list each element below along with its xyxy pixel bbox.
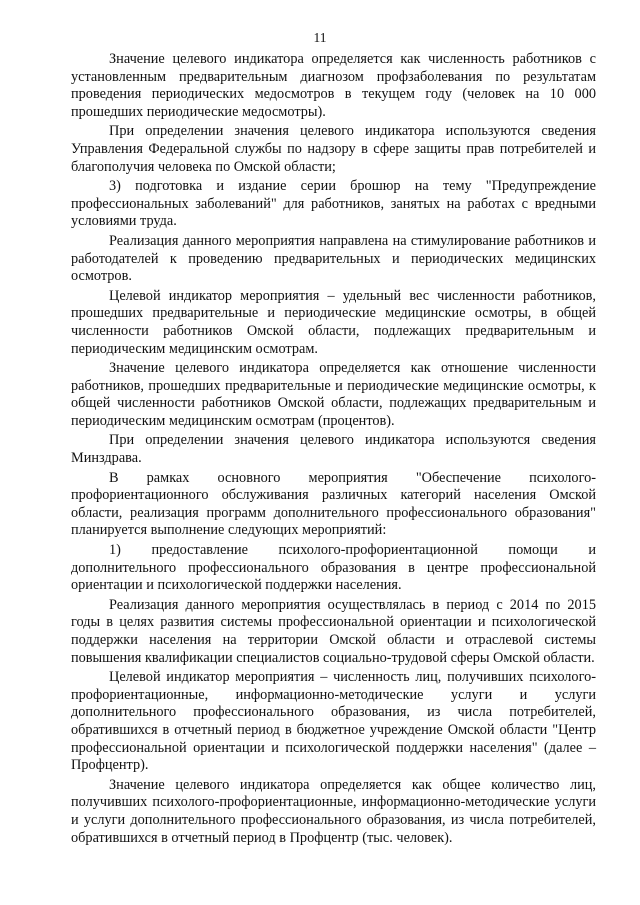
paragraph: Реализация данного мероприятия осуществлялась в период с 2014 по 2015 годы в целях развития системы профессиональной ориентации и психологической поддержки населения на территории Омской области и отраслевой системы повышения квалификации специалистов социально-трудовой сферы Омской области. bbox=[71, 596, 596, 666]
paragraph: Целевой индикатор мероприятия – удельный вес численности работников, прошедших предварительные и периодические медицинские осмотры, в общей численности работников Омской области, подлежащих предварительным и периодическим медицинским осмотрам. bbox=[71, 287, 596, 357]
paragraph: При определении значения целевого индикатора используются сведения Управления Федеральной службы по надзору в сфере защиты прав потребителей и благополучия человека по Омской области; bbox=[71, 123, 596, 175]
paragraph: В рамках основного мероприятия "Обеспечение психолого-профориентационного обслуживания различных категорий населения Омской области, реализация программ дополнительного профессионального образования" планируется выполнение следующих мероприятий: bbox=[71, 469, 596, 539]
paragraph: 1) предоставление психолого-профориентационной помощи и дополнительного профессионального образования в центре профессиональной ориентации и психологической поддержки населения. bbox=[71, 542, 596, 594]
paragraph: При определении значения целевого индикатора используются сведения Минздрава. bbox=[71, 432, 596, 467]
paragraph: Целевой индикатор мероприятия – численность лиц, получивших психолого-профориентационные, информационно-методические услуги и услуги дополнительного профессионального образования, из числа потребителей, обратившихся в отчетный период в бюджетное учреждение Омской области "Центр профессиональной ориентации и психологической поддержки населения" (далее – Профцентр). bbox=[71, 669, 596, 774]
paragraph: Значение целевого индикатора определяется как отношение численности работников, прошедших предварительные и периодические медицинские осмотры, к общей численности работников Омской области, подлежащих предварительным и периодическим медицинским осмотрам (процентов). bbox=[71, 360, 596, 429]
paragraph: Значение целевого индикатора определяется как общее количество лиц, получивших психолого-профориентационные, информационно-методические услуги и услуги дополнительного профессионального образования, из числа потребителей, обратившихся в отчетный период в Профцентр (тыс. человек). bbox=[71, 776, 596, 846]
paragraph: 3) подготовка и издание серии брошюр на тему "Предупреждение профессиональных заболеваний" для работников, занятых на работах с вредными условиями труда. bbox=[71, 178, 596, 230]
document-body bbox=[71, 51, 596, 849]
page-number: 11 bbox=[313, 30, 327, 45]
paragraph: Значение целевого индикатора определяется как численность работников с установленным предварительным диагнозом профзаболевания по результатам проведения периодических медосмотров в текущем году (человек на 10 000 прошедших периодические медосмотры). bbox=[71, 51, 596, 120]
paragraph: Реализация данного мероприятия направлена на стимулирование работников и работодателей к проведению предварительных и периодических медицинских осмотров. bbox=[71, 232, 596, 285]
